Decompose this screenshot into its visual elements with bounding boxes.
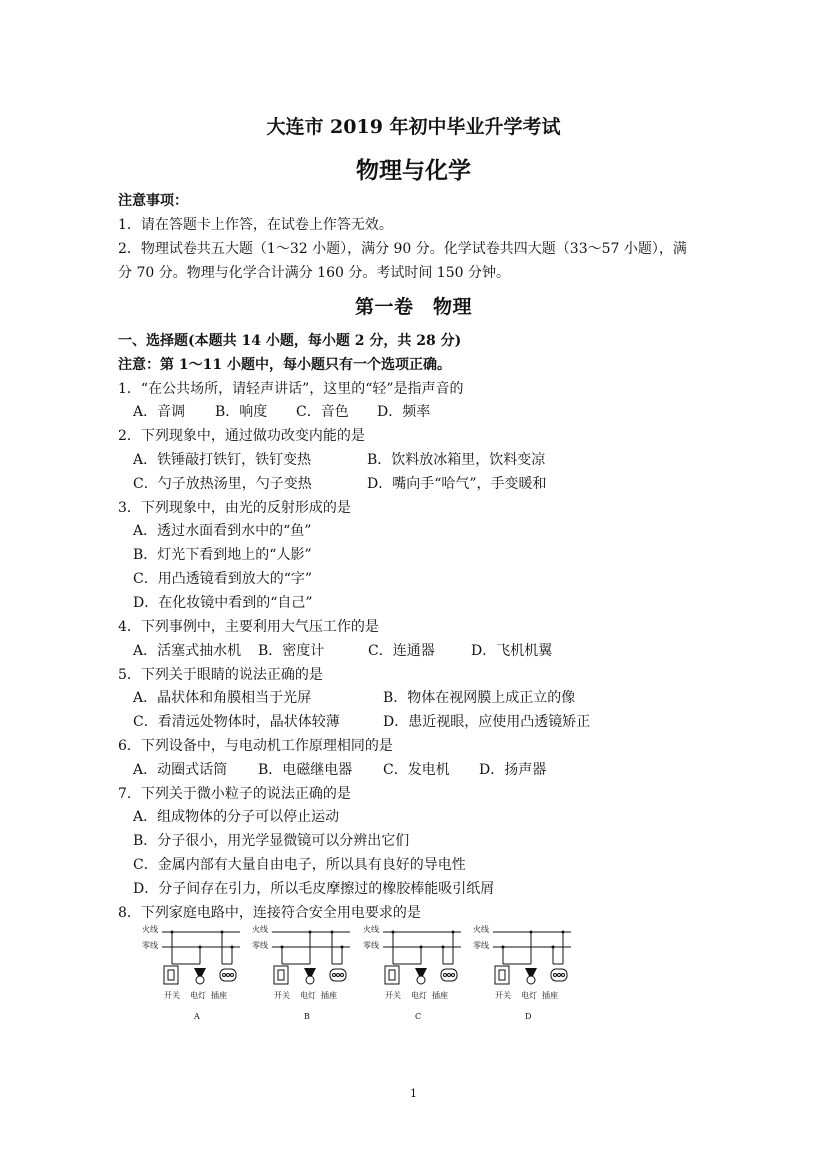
question-3-option-b: B．灯光下看到地上的“人影” xyxy=(133,547,312,563)
question-4-option-d: D．飞机机翼 xyxy=(471,643,553,659)
circuit-d xyxy=(473,924,593,1034)
neutral-wire-label: 零线 xyxy=(252,941,268,950)
junction-dot xyxy=(502,946,505,949)
socket-hole xyxy=(554,974,557,977)
circuit-b xyxy=(252,924,372,1034)
question-8-stem: 8．下列家庭电路中，连接符合安全用电要求的是 xyxy=(118,905,421,921)
lamp-shade xyxy=(415,968,427,976)
circuit-drawing xyxy=(473,924,573,990)
live-wire-label: 火线 xyxy=(473,925,489,934)
question-7-stem: 7．下列关于微小粒子的说法正确的是 xyxy=(118,786,351,802)
junction-dot xyxy=(420,946,423,949)
section-title: 第一卷 物理 xyxy=(354,296,472,318)
question-1-stem: 1．“在公共场所，请轻声讲话”，这里的“轻”是指声音的 xyxy=(118,381,464,397)
question-1-option-c: C．音色 xyxy=(296,404,349,420)
circuit-caption: C xyxy=(415,1012,422,1021)
junction-dot xyxy=(281,946,284,949)
question-4-option-c: C．连通器 xyxy=(368,643,435,659)
socket-label: 插座 xyxy=(321,991,337,1000)
lamp-bulb xyxy=(196,976,204,984)
socket-hole xyxy=(452,974,455,977)
lamp-shade xyxy=(525,968,537,976)
switch-box xyxy=(164,966,178,984)
socket-hole xyxy=(562,974,565,977)
question-3-option-a: A．透过水面看到水中的“鱼” xyxy=(133,523,312,539)
junction-dot xyxy=(452,931,455,934)
socket-hole xyxy=(223,974,226,977)
socket-hole xyxy=(231,974,234,977)
circuit-a xyxy=(142,924,262,1034)
junction-dot xyxy=(221,931,224,934)
junction-dot xyxy=(171,931,174,934)
question-4-stem: 4．下列事例中，主要利用大气压工作的是 xyxy=(118,619,379,635)
switch-toggle xyxy=(278,970,284,980)
socket-hole xyxy=(333,974,336,977)
question-5-option-c: C．看清远处物体时，晶状体较薄 xyxy=(133,714,340,730)
lamp-bulb xyxy=(306,976,314,984)
switch-box xyxy=(385,966,399,984)
question-1-option-d: D．频率 xyxy=(377,404,431,420)
circuit-c xyxy=(363,924,483,1034)
question-2-option-d: D．嘴向手“哈气”，手变暖和 xyxy=(367,476,547,492)
live-wire-label: 火线 xyxy=(252,925,268,934)
junction-dot xyxy=(331,931,334,934)
socket-hole xyxy=(337,974,340,977)
question-3-option-c: C．用凸透镜看到放大的“字” xyxy=(133,571,313,587)
neutral-wire-label: 零线 xyxy=(473,941,489,950)
question-6-stem: 6．下列设备中，与电动机工作原理相同的是 xyxy=(118,738,393,754)
switch-toggle xyxy=(168,970,174,980)
socket-label: 插座 xyxy=(211,991,227,1000)
circuit-drawing xyxy=(142,924,242,990)
question-5-option-b: B．物体在视网膜上成正立的像 xyxy=(383,690,576,706)
question-2-stem: 2．下列现象中，通过做功改变内能的是 xyxy=(118,428,365,444)
notice-heading: 注意事项： xyxy=(118,193,188,209)
switch-label: 开关 xyxy=(495,991,511,1000)
question-3-option-d: D．在化妆镜中看到的“自己” xyxy=(133,595,313,611)
switch-label: 开关 xyxy=(274,991,290,1000)
lamp-label: 电灯 xyxy=(521,991,537,1000)
live-wire-label: 火线 xyxy=(363,925,379,934)
notice-line-2a: 2．物理试卷共五大题（1～32 小题），满分 90 分。化学试卷共四大题（33～57 小题），满 xyxy=(118,241,687,257)
notice-line-1: 1．请在答题卡上作答，在试卷上作答无效。 xyxy=(118,217,393,233)
question-2-option-b: B．饮料放冰箱里，饮料变凉 xyxy=(367,452,546,468)
question-4-option-a: A．活塞式抽水机 xyxy=(133,643,242,659)
exam-title: 大连市 2019 年初中毕业升学考试 xyxy=(266,116,561,138)
circuit-caption: D xyxy=(525,1012,532,1021)
question-2-option-c: C．勺子放热汤里，勺子变热 xyxy=(133,476,312,492)
socket-hole xyxy=(448,974,451,977)
switch-toggle xyxy=(389,970,395,980)
junction-dot xyxy=(199,946,202,949)
question-5-stem: 5．下列关于眼睛的说法正确的是 xyxy=(118,667,323,683)
junction-dot xyxy=(341,946,344,949)
question-1-option-b: B．响度 xyxy=(215,404,268,420)
junction-dot xyxy=(442,946,445,949)
question-3-stem: 3．下列现象中，由光的反射形成的是 xyxy=(118,500,351,516)
neutral-wire-label: 零线 xyxy=(363,941,379,950)
socket-label: 插座 xyxy=(542,991,558,1000)
part1-heading: 一、选择题(本题共 14 小题，每小题 2 分，共 28 分) xyxy=(118,333,462,349)
lamp-shade xyxy=(194,968,206,976)
circuit-drawing xyxy=(363,924,463,990)
question-1-option-a: A．音调 xyxy=(133,404,186,420)
question-6-option-c: C．发电机 xyxy=(383,762,450,778)
lamp-label: 电灯 xyxy=(300,991,316,1000)
lamp-shade xyxy=(304,968,316,976)
question-6-option-a: A．动圈式话筒 xyxy=(133,762,228,778)
switch-box xyxy=(274,966,288,984)
question-7-option-b: B．分子很小，用光学显微镜可以分辨出它们 xyxy=(133,833,410,849)
neutral-wire-label: 零线 xyxy=(142,941,158,950)
junction-dot xyxy=(231,946,234,949)
question-7-option-d: D．分子间存在引力，所以毛皮摩擦过的橡胶棒能吸引纸屑 xyxy=(133,881,495,897)
live-wire-label: 火线 xyxy=(142,925,158,934)
circuit-drawing xyxy=(252,924,352,990)
question-5-option-a: A．晶状体和角膜相当于光屏 xyxy=(133,690,312,706)
circuit-caption: A xyxy=(194,1012,200,1021)
lamp-label: 电灯 xyxy=(411,991,427,1000)
part1-note: 注意：第 1～11 小题中，每小题只有一个选项正确。 xyxy=(118,357,451,373)
question-6-option-b: B．电磁继电器 xyxy=(258,762,353,778)
question-7-option-c: C．金属内部有大量自由电子，所以具有良好的导电性 xyxy=(133,857,466,873)
socket-hole xyxy=(444,974,447,977)
exam-subtitle: 物理与化学 xyxy=(356,157,471,184)
junction-dot xyxy=(309,931,312,934)
lamp-label: 电灯 xyxy=(190,991,206,1000)
question-2-option-a: A．铁锤敲打铁钉，铁钉变热 xyxy=(133,452,312,468)
switch-box xyxy=(495,966,509,984)
socket-hole xyxy=(558,974,561,977)
junction-dot xyxy=(392,931,395,934)
junction-dot xyxy=(562,931,565,934)
socket-hole xyxy=(227,974,230,977)
switch-label: 开关 xyxy=(385,991,401,1000)
switch-label: 开关 xyxy=(164,991,180,1000)
question-4-option-b: B．密度计 xyxy=(258,643,325,659)
question-6-option-d: D．扬声器 xyxy=(479,762,547,778)
circuit-caption: B xyxy=(304,1012,310,1021)
page-number: 1 xyxy=(410,1087,417,1100)
switch-toggle xyxy=(499,970,505,980)
junction-dot xyxy=(530,931,533,934)
notice-line-2b: 分 70 分。物理与化学合计满分 160 分。考试时间 150 分钟。 xyxy=(118,265,510,281)
lamp-bulb xyxy=(527,976,535,984)
junction-dot xyxy=(552,946,555,949)
question-5-option-d: D．患近视眼，应使用凸透镜矫正 xyxy=(383,714,591,730)
question-7-option-a: A．组成物体的分子可以停止运动 xyxy=(133,809,340,825)
socket-hole xyxy=(341,974,344,977)
lamp-bulb xyxy=(417,976,425,984)
socket-label: 插座 xyxy=(432,991,448,1000)
